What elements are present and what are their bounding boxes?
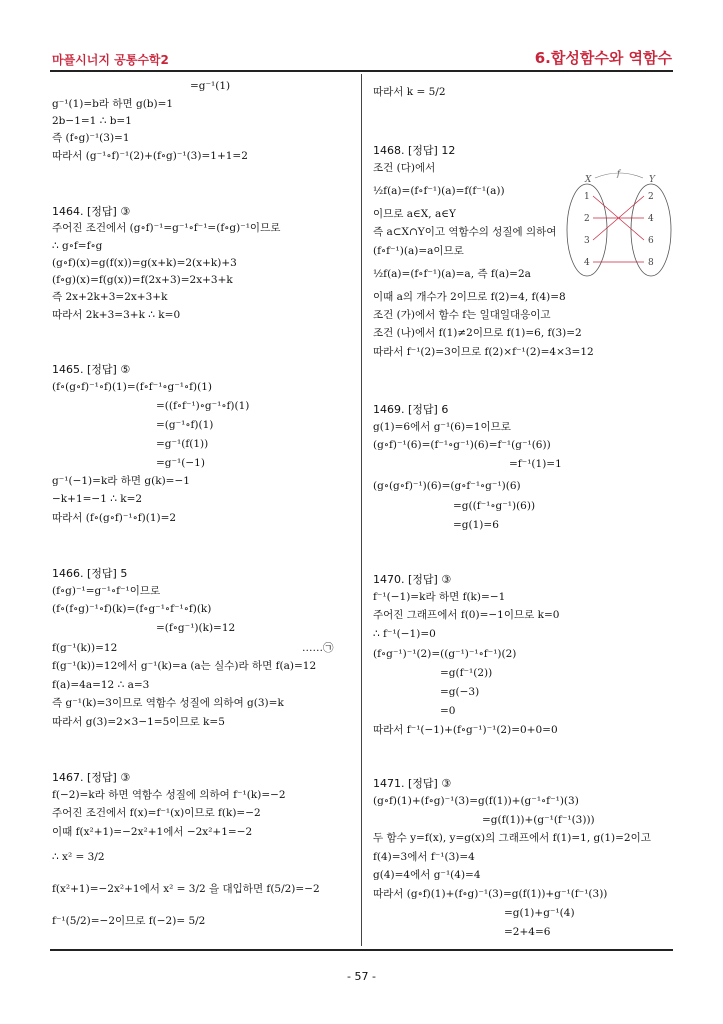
left-solution-line: 2b−1=1 ∴ b=1 <box>52 115 132 127</box>
left-solution-line: 즉 g⁻¹(k)=3이므로 역함수 성질에 의하여 g(3)=k <box>52 697 284 709</box>
column-divider <box>361 74 362 946</box>
right-solution-line: =g(−3) <box>440 686 480 698</box>
right-solution-line: =f⁻¹(1)=1 <box>509 458 562 470</box>
left-solution-line: f⁻¹(5/2)=−2이므로 f(−2)= 5/2 <box>52 915 206 927</box>
left-solution-line: 따라서 (f∘(g∘f)⁻¹∘f)(1)=2 <box>52 512 177 524</box>
right-solution-line: (g∘f)(1)+(f∘g)⁻¹(3)=g(f(1))+(g⁻¹∘f⁻¹)(3) <box>373 795 579 807</box>
left-solution-line: 즉 (f∘g)⁻¹(3)=1 <box>52 132 130 144</box>
right-solution-line: =g(1)+g⁻¹(4) <box>504 907 575 919</box>
right-solution-line: 따라서 k = 5/2 <box>373 86 446 98</box>
right-problem-heading: 1468. [정답] 12 <box>373 144 456 157</box>
left-solution-line: f(x²+1)=−2x²+1에서 x² = 3/2 을 대입하면 f(5/2)=−2 <box>52 883 320 895</box>
left-solution-line: f(g⁻¹(k))=12 <box>52 642 118 654</box>
right-solution-line: =g((f⁻¹∘g⁻¹)(6)) <box>453 500 536 512</box>
right-solution-line: 주어진 그래프에서 f(0)=−1이므로 k=0 <box>373 609 560 621</box>
set-x-element: 4 <box>584 258 590 268</box>
left-solution-line: (f∘(f∘g)⁻¹∘f)(k)=(f∘g⁻¹∘f⁻¹∘f)(k) <box>52 603 212 615</box>
left-problem-heading: 1467. [정답] ③ <box>52 771 131 784</box>
right-problem-heading: 1470. [정답] ③ <box>373 573 452 586</box>
right-solution-line: 조건 (가)에서 함수 f는 일대일대응이고 <box>373 309 551 321</box>
page-number: - 57 - <box>347 970 376 983</box>
bottom-rule <box>50 949 673 951</box>
left-solution-line: f(a)=4a=12 ∴ a=3 <box>52 679 150 691</box>
right-solution-line: =2+4=6 <box>504 926 551 938</box>
left-solution-line: 따라서 2k+3=3+k ∴ k=0 <box>52 309 181 321</box>
set-y-label: Y <box>649 175 655 185</box>
left-solution-line: =g⁻¹(−1) <box>156 457 205 469</box>
right-solution-line: f⁻¹(−1)=k라 하면 f(k)=−1 <box>373 591 506 603</box>
set-y-element: 8 <box>648 258 654 268</box>
left-solution-line: =(g⁻¹∘f)(1) <box>156 419 214 431</box>
left-solution-line: 이때 f(x²+1)=−2x²+1에서 −2x²+1=−2 <box>52 826 253 838</box>
function-label: f <box>617 169 620 178</box>
right-solution-line: 두 함수 y=f(x), y=g(x)의 그래프에서 f(1)=1, g(1)=2이고 <box>373 832 651 844</box>
left-solution-line: (f∘g)⁻¹=g⁻¹∘f⁻¹이므로 <box>52 585 161 597</box>
right-solution-line: =g(f(1))+(g⁻¹(f⁻¹(3))) <box>482 814 595 826</box>
left-solution-line: 즉 2x+2k+3=2x+3+k <box>52 291 168 303</box>
book-title: 마플시너지 공통수학2 <box>52 53 169 67</box>
right-solution-line: 따라서 f⁻¹(2)=3이므로 f(2)×f⁻¹(2)=4×3=12 <box>373 346 594 358</box>
right-solution-line: 조건 (다)에서 <box>373 162 436 174</box>
left-problem-heading: 1464. [정답] ③ <box>52 205 131 218</box>
right-solution-line: =g(f⁻¹(2)) <box>440 667 493 679</box>
right-solution-line: 즉 a⊂X∩Y이고 역함수의 성질에 의하여 <box>373 226 557 238</box>
set-x-element: 3 <box>584 236 590 246</box>
left-solution-line: g⁻¹(1)=b라 하면 g(b)=1 <box>52 98 174 110</box>
right-solution-line: =0 <box>440 705 456 717</box>
left-solution-line: =((f∘f⁻¹)∘g⁻¹∘f)(1) <box>156 400 250 412</box>
set-x-element: 2 <box>584 214 590 224</box>
left-solution-line: f(−2)=k라 하면 역함수 성질에 의하여 f⁻¹(k)=−2 <box>52 789 286 801</box>
right-solution-line: g(4)=4에서 g⁻¹(4)=4 <box>373 869 481 881</box>
left-solution-line: =(f∘g⁻¹)(k)=12 <box>156 622 236 634</box>
right-solution-line: g(1)=6에서 g⁻¹(6)=1이므로 <box>373 421 511 433</box>
right-solution-line: f(4)=3에서 f⁻¹(3)=4 <box>373 851 475 863</box>
right-solution-line: 따라서 f⁻¹(−1)+(f∘g⁻¹)⁻¹(2)=0+0=0 <box>373 724 558 736</box>
left-solution-line: (f∘(g∘f)⁻¹∘f)(1)=(f∘f⁻¹∘g⁻¹∘f)(1) <box>52 381 213 393</box>
right-solution-line: 이때 a의 개수가 2이므로 f(2)=4, f(4)=8 <box>373 291 566 303</box>
right-solution-line: (f∘g⁻¹)⁻¹(2)=((g⁻¹)⁻¹∘f⁻¹)(2) <box>373 648 517 660</box>
right-solution-line: 이므로 a∈X, a∈Y <box>373 208 456 220</box>
right-problem-heading: 1471. [정답] ③ <box>373 777 452 790</box>
right-solution-line: (g∘f)⁻¹(6)=(f⁻¹∘g⁻¹)(6)=f⁻¹(g⁻¹(6)) <box>373 439 551 451</box>
right-solution-line: ½f(a)=(f∘f⁻¹)(a)=f(f⁻¹(a)) <box>373 185 505 197</box>
left-solution-line: ∴ x² = 3/2 <box>52 851 105 863</box>
left-solution-line: =g⁻¹(1) <box>190 80 231 92</box>
right-solution-line: ∴ f⁻¹(−1)=0 <box>373 628 436 640</box>
left-solution-line: g⁻¹(−1)=k라 하면 g(k)=−1 <box>52 475 190 487</box>
set-x-label: X <box>585 175 592 185</box>
left-solution-line: (f∘g)(x)=f(g(x))=f(2x+3)=2x+3+k <box>52 274 233 286</box>
set-y-element: 4 <box>648 214 654 224</box>
left-solution-line: f(g⁻¹(k))=12에서 g⁻¹(k)=a (a는 실수)라 하면 f(a)=12 <box>52 660 317 672</box>
left-solution-line: ……㉠ <box>302 642 334 654</box>
right-problem-heading: 1469. [정답] 6 <box>373 403 449 416</box>
right-solution-line: (f∘f⁻¹)(a)=a이므로 <box>373 245 464 257</box>
right-solution-line: ½f(a)=(f∘f⁻¹)(a)=a, 즉 f(a)=2a <box>373 268 531 280</box>
left-solution-line: =g⁻¹(f(1)) <box>156 438 209 450</box>
left-solution-line: 주어진 조건에서 f(x)=f⁻¹(x)이므로 f(k)=−2 <box>52 807 261 819</box>
left-solution-line: ∴ g∘f=f∘g <box>52 240 103 252</box>
top-rule <box>50 70 673 72</box>
left-problem-heading: 1466. [정답] 5 <box>52 567 128 580</box>
left-solution-line: 주어진 조건에서 (g∘f)⁻¹=g⁻¹∘f⁻¹=(f∘g)⁻¹이므로 <box>52 222 281 234</box>
left-solution-line: 따라서 g(3)=2×3−1=5이므로 k=5 <box>52 716 225 728</box>
left-problem-heading: 1465. [정답] ⑤ <box>52 363 131 376</box>
set-y-element: 6 <box>648 236 654 246</box>
left-solution-line: (g∘f)(x)=g(f(x))=g(x+k)=2(x+k)+3 <box>52 257 237 269</box>
mapping-diagram <box>565 168 675 280</box>
set-y-element: 2 <box>648 192 654 202</box>
left-solution-line: 따라서 (g⁻¹∘f)⁻¹(2)+(f∘g)⁻¹(3)=1+1=2 <box>52 150 248 162</box>
right-solution-line: 조건 (나)에서 f(1)≠2이므로 f(1)=6, f(3)=2 <box>373 327 582 339</box>
right-solution-line: (g∘(g∘f)⁻¹)(6)=(g∘f⁻¹∘g⁻¹)(6) <box>373 480 521 492</box>
right-solution-line: 따라서 (g∘f)(1)+(f∘g)⁻¹(3)=g(f(1))+g⁻¹(f⁻¹(3)) <box>373 888 608 900</box>
right-solution-line: =g(1)=6 <box>453 519 499 531</box>
set-x-element: 1 <box>584 192 590 202</box>
chapter-title: 6.합성함수와 역함수 <box>534 49 672 67</box>
left-solution-line: −k+1=−1 ∴ k=2 <box>52 493 143 505</box>
